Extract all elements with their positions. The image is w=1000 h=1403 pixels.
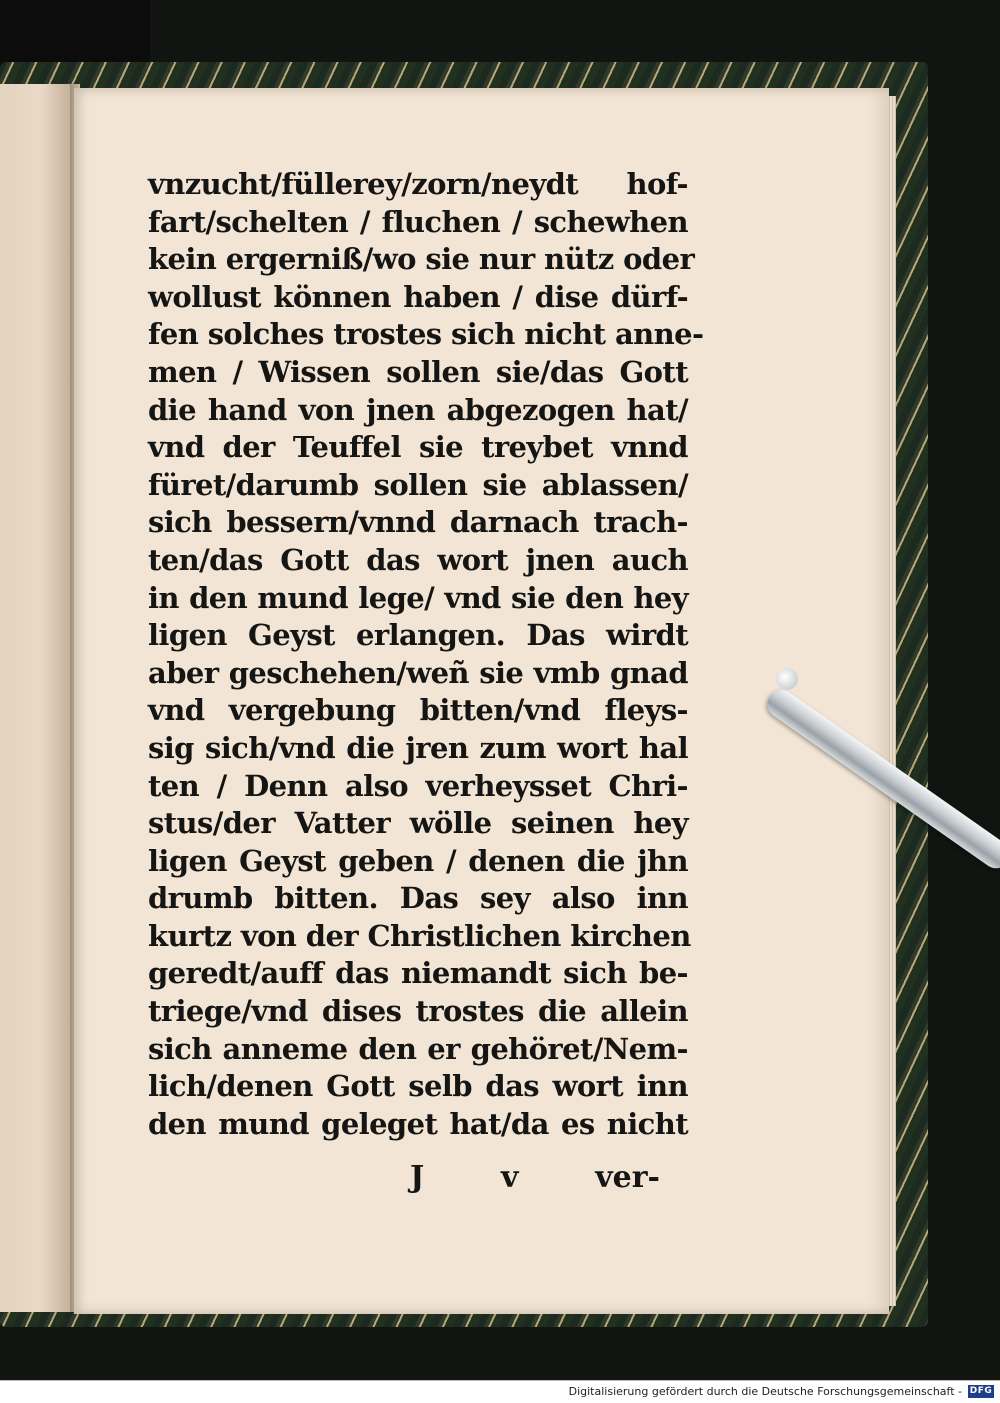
signature-mark: J bbox=[410, 1160, 425, 1195]
text-block bbox=[148, 166, 704, 1143]
catchword-line bbox=[410, 1160, 660, 1195]
text-line: ligen Geyst geben / denen die jhn bbox=[148, 843, 688, 878]
text-line: die hand von jnen abgezogen hat/ bbox=[148, 392, 688, 427]
pen-tip bbox=[776, 668, 798, 690]
dfg-logo: DFG bbox=[969, 1386, 993, 1396]
left-page-shadow bbox=[40, 84, 74, 1312]
text-line: vnd vergebung bitten/vnd fleys- bbox=[148, 693, 688, 728]
text-line: ligen Geyst erlangen. Das wirdt bbox=[148, 618, 688, 653]
text-line: sich anneme den er gehöret/Nem- bbox=[148, 1031, 688, 1066]
text-line: in den mund lege/ vnd sie den hey bbox=[148, 580, 688, 615]
text-line: füret/darumb sollen sie ablassen/ bbox=[148, 467, 688, 502]
footer-bar bbox=[0, 1380, 1000, 1403]
text-line: sich bessern/vnnd darnach trach- bbox=[148, 505, 688, 540]
leaf-number: v bbox=[500, 1160, 519, 1195]
text-line: fart/schelten / fluchen / schewhen bbox=[148, 204, 688, 239]
text-line: aber geschehen/weñ sie vmb gnad bbox=[148, 655, 688, 690]
text-line: geredt/auff das niemandt sich be- bbox=[148, 956, 688, 991]
text-line: stus/der Vatter wölle seinen hey bbox=[148, 806, 688, 841]
text-line: fen solches trostes sich nicht anne- bbox=[148, 317, 704, 352]
background bbox=[0, 0, 150, 70]
text-line: triege/vnd dises trostes die allein bbox=[148, 994, 688, 1029]
text-line: sig sich/vnd die jren zum wort hal bbox=[148, 730, 688, 765]
text-line: vnd der Teuffel sie treybet vnnd bbox=[148, 430, 688, 465]
text-line: vnzucht/füllerey/zorn/neydt hof- bbox=[148, 167, 688, 201]
text-line: kurtz von der Christlichen kirchen bbox=[148, 918, 691, 953]
text-line: ten / Denn also verheysset Chri- bbox=[148, 768, 688, 803]
footer-credit: Digitalisierung gefördert durch die Deutsche Forschungsgemeinschaft - bbox=[568, 1385, 962, 1398]
text-line: kein ergerniß/wo sie nur nütz oder bbox=[148, 242, 695, 277]
text-line: drumb bitten. Das sey also inn bbox=[148, 881, 688, 916]
text-line: lich/denen Gott selb das wort inn bbox=[148, 1069, 688, 1104]
text-line: men / Wissen sollen sie/das Gott bbox=[148, 354, 688, 389]
catchword: ver- bbox=[595, 1160, 660, 1195]
text-line: wollust können haben / dise dürf- bbox=[148, 279, 688, 314]
text-line: ten/das Gott das wort jnen auch bbox=[148, 542, 688, 577]
text-line: den mund geleget hat/da es nicht bbox=[148, 1106, 688, 1141]
